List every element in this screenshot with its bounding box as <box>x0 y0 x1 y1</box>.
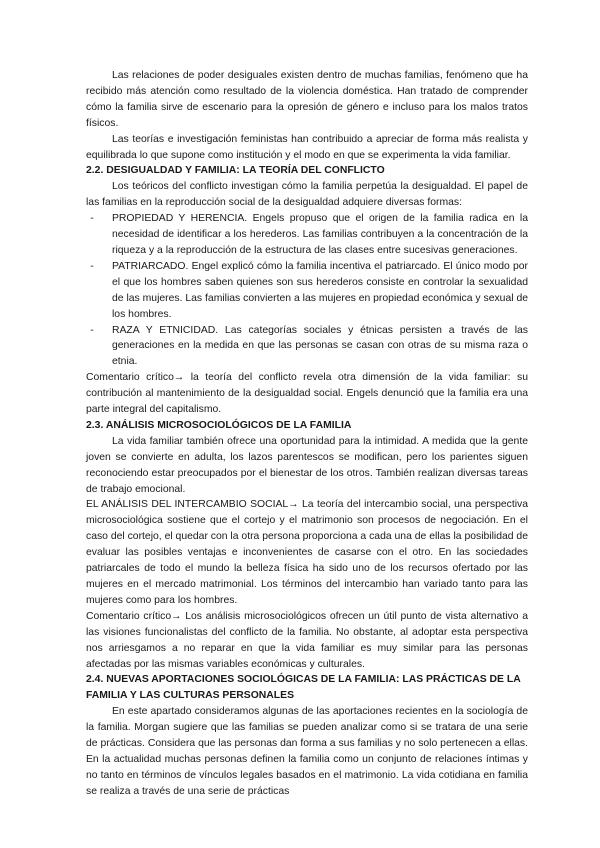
dash-bullet: - <box>90 324 94 336</box>
paragraph: Las relaciones de poder desiguales existen dentro de muchas familias, fenómeno que ha recibido más atención como resultado de la violencia doméstica. Han tratado de comprender cómo la familia sirve de escenario para la opresión de género e incluso para los malos tratos físicos. <box>86 70 528 129</box>
list-item <box>90 259 528 323</box>
paragraph: Los teóricos del conflicto investigan cómo la familia perpetúa la desigualdad. El papel de las familias en la reproducción social de la desigualdad adquiere diversas formas: <box>86 181 528 209</box>
list-item-text: RAZA Y ETNICIDAD. Las categorías sociales y étnicas persisten a través de las generaciones en la medida en que las personas se casan con otras de su misma raza o etnia. <box>112 324 528 368</box>
section-heading: 2.2. DESIGUALDAD Y FAMILIA: LA TEORÍA DEL CONFLICTO <box>86 165 385 177</box>
document-page <box>86 68 528 800</box>
section-heading: 2.3. ANÁLISIS MICROSOCIOLÓGICOS DE LA FAMILIA <box>86 419 352 431</box>
dash-bullet: - <box>90 213 94 225</box>
list-item-text: PATRIARCADO. Engel explicó cómo la familia incentiva el patriarcado. El único modo por el que los hombres saben quienes son sus herederos consiste en controlar la sexualidad de las mujeres. Las familias convierten a las mujeres en propiedad económica y sexual de los hombres. <box>112 260 528 320</box>
dash-bullet: - <box>90 260 94 272</box>
list-item-text: PROPIEDAD Y HERENCIA. Engels propuso que el origen de la familia radica en la necesidad de identificar a los herederos. Las familias contribuyen a la concentración de la riqueza y a la reproducción de la estructura de las clases entre sucesivas generaciones. <box>112 213 528 256</box>
paragraph: En este apartado consideramos algunas de las aportaciones recientes en la sociología de la familia. Morgan sugiere que las familias se pueden analizar como si se tratara de una serie de prácticas. Considera que las personas dan forma a sus familias y no solo pertenecen a ellas. En la actualidad muchas personas definen la familia como un conjunto de relaciones íntimas y no tanto en términos de vínculos legales basados en el matrimonio. La vida cotidiana en familia se realiza a través de una serie de prácticas <box>86 706 528 797</box>
list-item <box>90 211 528 259</box>
section-heading: 2.4. NUEVAS APORTACIONES SOCIOLÓGICAS DE LA FAMILIA: LAS PRÁCTICAS DE LA FAMILIA Y LAS CULTURAS PERSONALES <box>86 674 521 702</box>
dash-list <box>86 211 528 370</box>
list-item <box>90 323 528 371</box>
paragraph: Comentario crítico→ la teoría del conflicto revela otra dimensión de la vida familiar: su contribución al mantenimiento de la desigualdad social. Engels denunció que la familia era una parte integral del capitalismo. <box>86 372 528 416</box>
paragraph: La vida familiar también ofrece una oportunidad para la intimidad. A medida que la gente joven se convierte en adulta, los lazos parentescos se modifican, pero los parientes siguen reconociendo estar preocupados por el bienestar de los otros. También realizan diversas tareas de trabajo emocional. <box>86 435 528 495</box>
paragraph: EL ANÁLISIS DEL INTERCAMBIO SOCIAL→ La teoría del intercambio social, una perspectiva microsociológica sostiene que el cortejo y el matrimonio son procesos de negociación. En el caso del cortejo, el quedar con la otra persona proporciona a cada una de ellas la posibilidad de evaluar las posibles ventajas e inconvenientes de casarse con el otro. En las sociedades patriarcales de todo el mundo la belleza física ha sido uno de los recursos ofertado por las mujeres en el mercado matrimonial. Los términos del intercambio han variado tanto para las mujeres como para los hombres. <box>86 499 528 606</box>
paragraph: Comentario crítico→ Los análisis microsociológicos ofrecen un útil punto de vista alternativo a las visiones funcionalistas del conflicto de la familia. No obstante, al adoptar esta perspectiva nos arriesgamos a no reparar en que la vida familiar es muy similar para las personas afectadas por las mismas variables económicas y culturales. <box>86 610 528 670</box>
paragraph: Las teorías e investigación feministas han contribuido a apreciar de forma más realista y equilibrada lo que supone como institución y el modo en que se experimenta la vida familiar. <box>86 133 528 161</box>
